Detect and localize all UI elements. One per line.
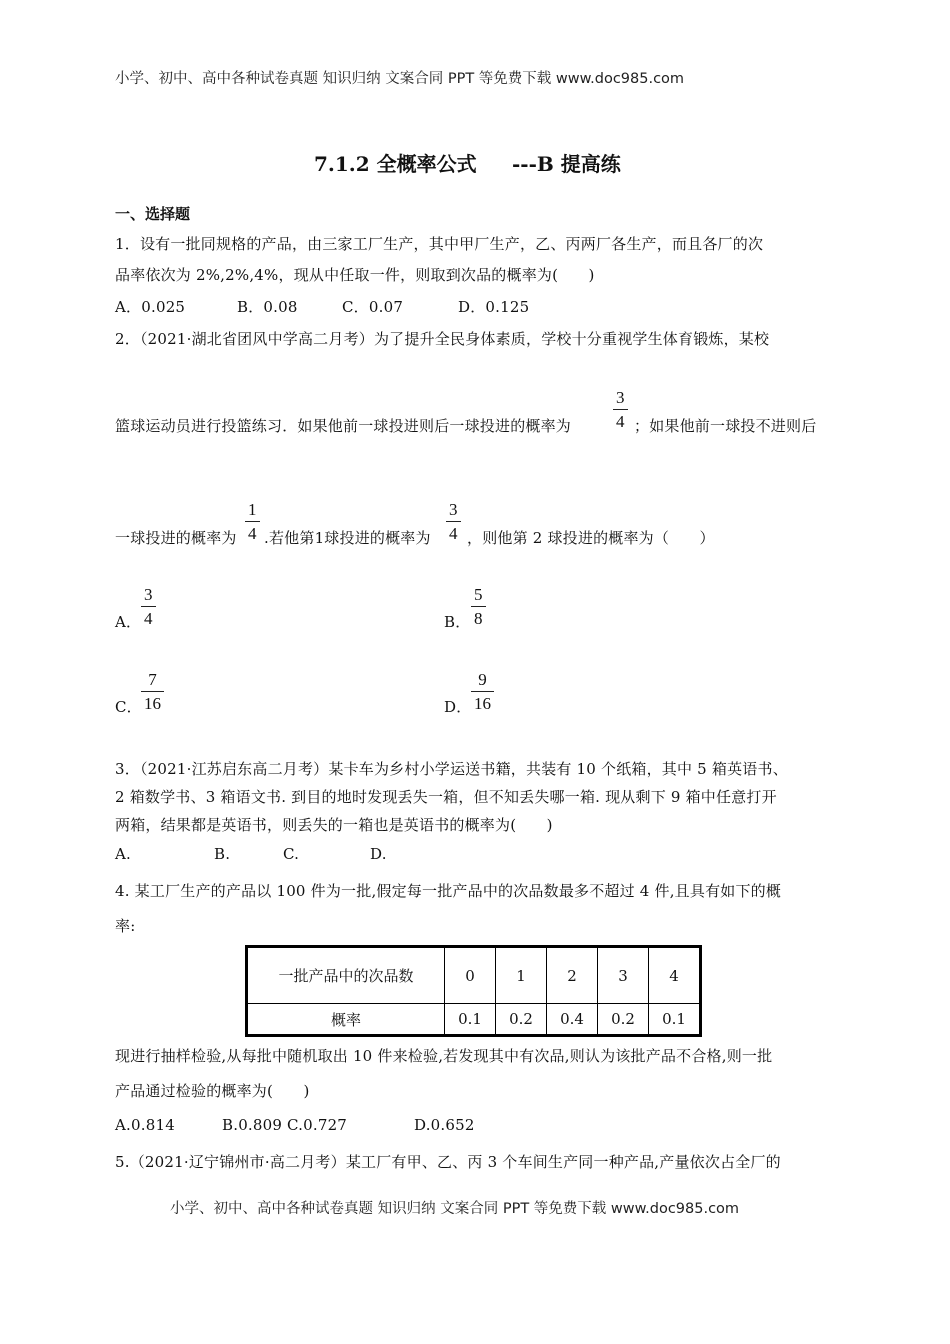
q3-line2: 2 箱数学书、3 箱语文书. 到目的地时发现丢失一箱，但不知丢失哪一箱. 现从剩下 9 箱中任意打开 [115, 788, 777, 806]
q2-option-a-fraction [141, 586, 156, 627]
q3-line3: 两箱，结果都是英语书，则丢失的一箱也是英语书的概率为( ) [115, 816, 553, 834]
table-cell: 0.4 [547, 1004, 598, 1036]
q1-option-a: A．0.025 [115, 298, 186, 316]
q1-line1: 1．设有一批同规格的产品，由三家工厂生产，其中甲厂生产，乙、丙两厂各生产，而且各厂的次 [115, 235, 764, 253]
q4-line2: 率: [115, 917, 136, 935]
table-cell-label: 概率 [247, 1004, 445, 1036]
table-cell: 4 [649, 947, 701, 1004]
q2-option-a-label: A． [115, 613, 142, 631]
page-title: 7.1.2 全概率公式 [314, 152, 477, 176]
table-cell: 1 [496, 947, 547, 1004]
q1-option-d: D．0.125 [458, 298, 530, 316]
q2-line3b: .若他第1球投进的概率为 [264, 529, 431, 547]
fraction-denominator: 4 [616, 412, 625, 431]
fraction-denominator: 4 [248, 524, 257, 543]
q4-line4: 产品通过检验的概率为( ) [115, 1082, 310, 1100]
q2-fraction-a [613, 389, 628, 430]
fraction-numerator: 3 [616, 388, 625, 407]
fraction-numerator: 5 [474, 585, 483, 604]
q3-option-d: D. [370, 845, 387, 863]
table-cell: 2 [547, 947, 598, 1004]
header-banner: 小学、初中、高中各种试卷真题 知识归纳 文案合同 PPT 等免费下载 www.doc985.com [115, 71, 685, 87]
fraction-denominator: 16 [144, 694, 161, 713]
q1-option-c: C．0.07 [342, 298, 404, 316]
q2-option-d-label: D． [444, 698, 472, 716]
q2-option-c-fraction [141, 671, 164, 712]
table-row [247, 1004, 701, 1036]
q2-fraction-c [446, 501, 461, 542]
page-subtitle: ---B 提高练 [512, 152, 621, 176]
fraction-numerator: 9 [478, 670, 487, 689]
footer-banner: 小学、初中、高中各种试卷真题 知识归纳 文案合同 PPT 等免费下载 www.doc985.com [170, 1201, 740, 1217]
q4-option-c: C.0.727 [287, 1116, 348, 1134]
table-cell-label: 一批产品中的次品数 [247, 947, 445, 1004]
q2-option-b-label: B． [444, 613, 471, 631]
q4-line3: 现进行抽样检验,从每批中随机取出 10 件来检验,若发现其中有次品,则认为该批产品不合格,则一批 [115, 1047, 773, 1065]
section-heading: 一、选择题 [115, 205, 191, 223]
q2-line1: 2．（2021·湖北省团风中学高二月考）为了提升全民身体素质，学校十分重视学生体育锻炼，某校 [115, 330, 770, 348]
q1-option-b: B．0.08 [237, 298, 298, 316]
table-row [247, 947, 701, 1004]
q2-fraction-b [245, 501, 260, 542]
q4-line1: 4. 某工厂生产的产品以 100 件为一批,假定每一批产品中的次品数最多不超过 4 件,且具有如下的概 [115, 882, 782, 900]
table-cell: 3 [598, 947, 649, 1004]
fraction-numerator: 3 [144, 585, 153, 604]
table-cell: 0.1 [649, 1004, 701, 1036]
q3-option-c: C. [283, 845, 300, 863]
q4-option-d: D.0.652 [414, 1116, 475, 1134]
fraction-denominator: 16 [474, 694, 491, 713]
table-cell: 0.1 [445, 1004, 496, 1036]
q3-line1: 3．（2021·江苏启东高二月考）某卡车为乡村小学运送书籍，共装有 10 个纸箱，其中 5 箱英语书、 [115, 760, 788, 778]
probability-table [245, 945, 702, 1037]
q2-option-c-label: C． [115, 698, 142, 716]
q2-line3a: 一球投进的概率为 [115, 529, 237, 547]
fraction-denominator: 4 [144, 609, 153, 628]
table-cell: 0 [445, 947, 496, 1004]
fraction-numerator: 3 [449, 500, 458, 519]
q5-line1: 5.（2021·辽宁锦州市·高二月考）某工厂有甲、乙、丙 3 个车间生产同一种产品,产量依次占全厂的 [115, 1153, 781, 1171]
q4-option-b: B.0.809 [222, 1116, 283, 1134]
fraction-numerator: 7 [148, 670, 157, 689]
q2-line3c: ，则他第 2 球投进的概率为（ ） [467, 529, 715, 547]
q3-option-a: A. [115, 845, 132, 863]
fraction-numerator: 1 [248, 500, 257, 519]
table-cell: 0.2 [598, 1004, 649, 1036]
q2-line2a: 篮球运动员进行投篮练习．如果他前一球投进则后一球投进的概率为 [115, 417, 572, 435]
q2-line2b: ；如果他前一球投不进则后 [634, 417, 817, 435]
fraction-denominator: 4 [449, 524, 458, 543]
q2-option-d-fraction [471, 671, 494, 712]
q2-option-b-fraction [471, 586, 486, 627]
fraction-denominator: 8 [474, 609, 483, 628]
q1-line2: 品率依次为 2%,2%,4%，现从中任取一件，则取到次品的概率为( ) [115, 266, 595, 284]
q3-option-b: B. [214, 845, 231, 863]
table-cell: 0.2 [496, 1004, 547, 1036]
q4-option-a: A.0.814 [115, 1116, 175, 1134]
